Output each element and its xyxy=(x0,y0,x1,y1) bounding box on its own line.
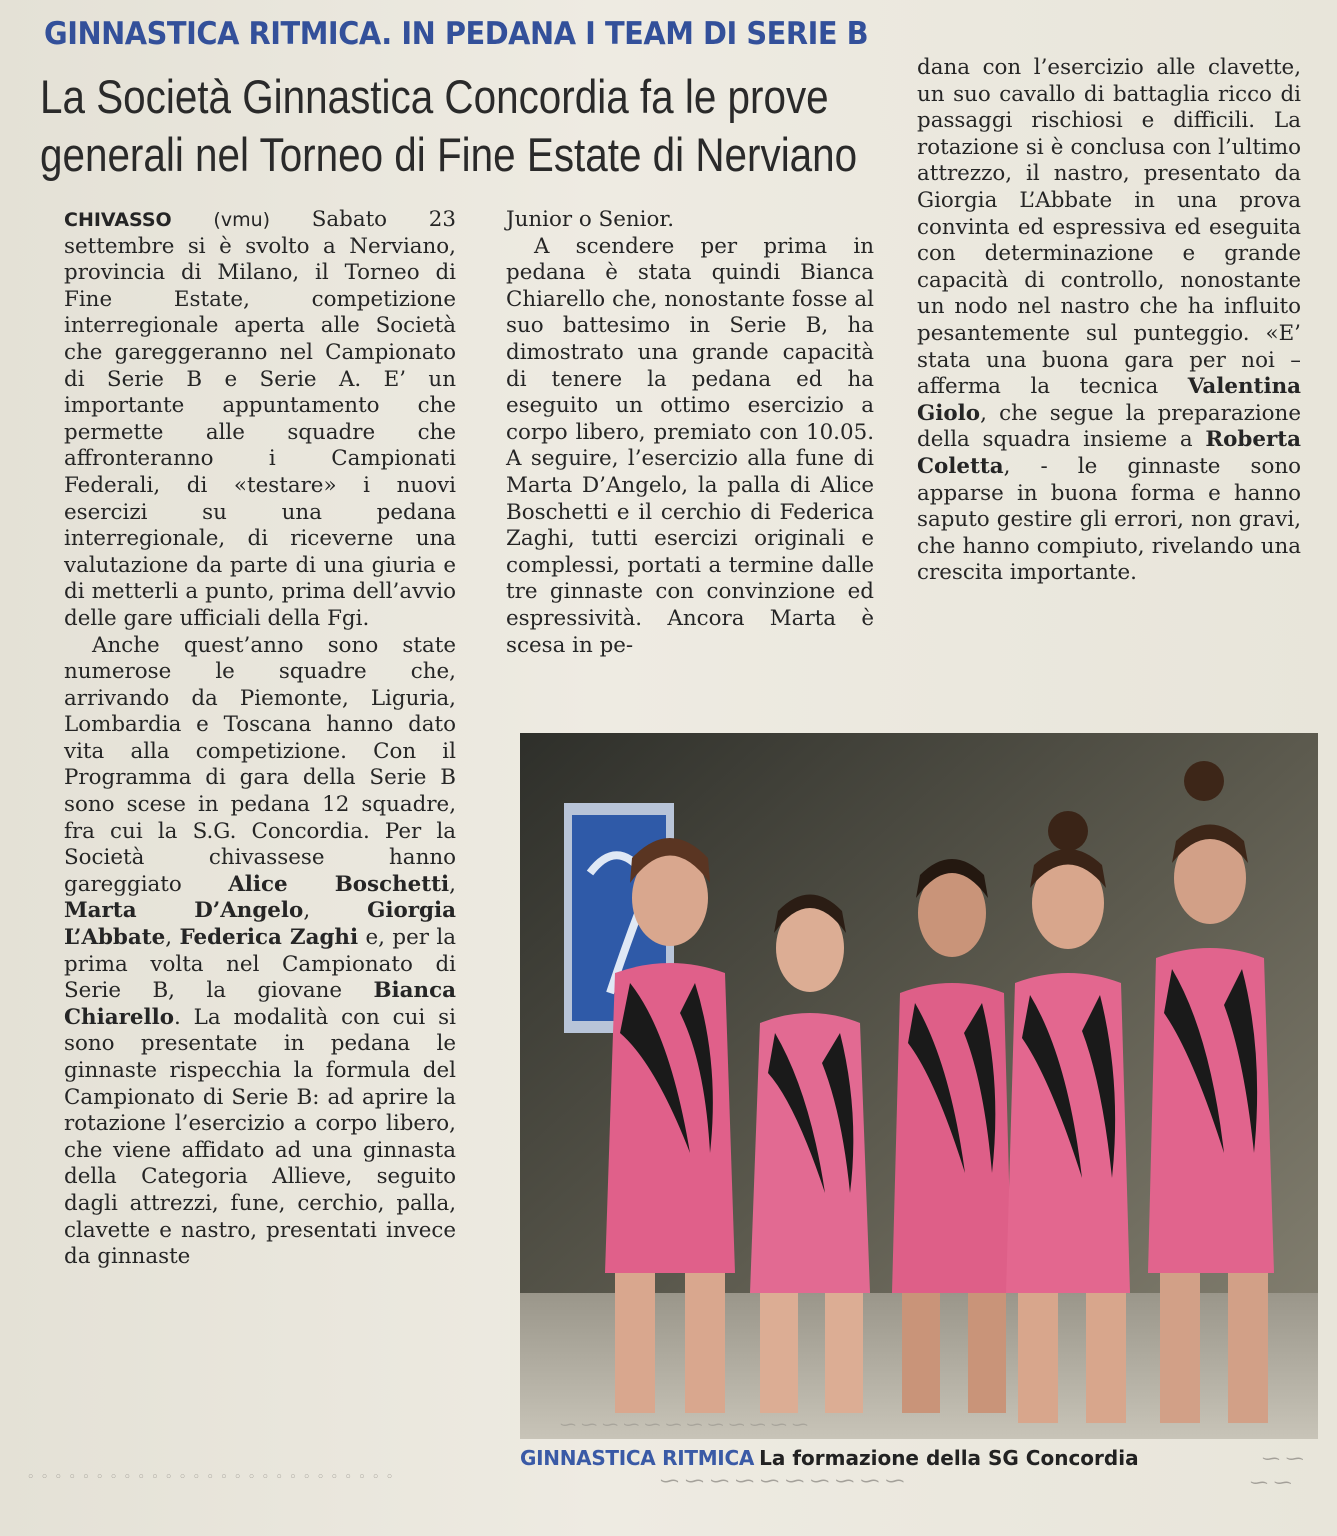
coach-name: Valentina Giolo xyxy=(917,374,1301,426)
bleed-through-text: ◦ ◦ ◦ ◦ ◦ ◦ ◦ ◦ ◦ ◦ ◦ ◦ ◦ ◦ ◦ ◦ ◦ ◦ ◦ ◦ ◦ ◦ ◦ ◦ ◦ ◦ ◦ xyxy=(26,1470,394,1485)
gymnast-name: Alice Boschetti xyxy=(228,871,450,897)
paragraph-2-text-a: Anche quest’anno sono state numerose le squadre che, arrivando da Piemonte, Liguria, Lombardia e Toscana hanno dato vita alla competizione. Con il Programma di gara della Serie B sono scese in pedana 12 squadre, fra cui la S.G. Concordia. Per la Società chivassese hanno gareggiato xyxy=(64,632,456,897)
paragraph-3-text-a: dana con l’esercizio alle clavette, un suo cavallo di battaglia ricco di passaggi rischiosi e difficili. La rotazione si è conclusa con l’ultimo attrezzo, il nastro, presentato da Giorgia L’Abbate in una prova convinta ed espressiva ed eseguita con determinazione e grande capacità di controllo, nonostante un nodo nel nastro che ha influito pesantemente sul punteggio. «E’ stata una buona gara per noi – afferma la tecnica xyxy=(917,55,1301,400)
coach-name: Roberta Coletta xyxy=(917,427,1301,479)
headline-line-2: generali nel Torneo di Fine Estate di Nerviano xyxy=(40,128,858,181)
paragraph-1-text: Sabato 23 settembre si è svolto a Nerviano, provincia di Milano, il Torneo di Fine Estate, competizione interregionale aperta alle Società che gareggeranno nel Campionato di Serie B e Serie A. E’ un importante appuntamento che permette alle squadre che affronteranno i Campionati Federali, di «testare» i nuovi esercizi su una pedana interregionale, di riceverne una valutazione da parte di una giuria e di metterli a punto, prima dell’avvio delle gare ufficiali della Fgi. xyxy=(64,207,456,631)
column-2-lead: Junior o Senior. xyxy=(506,207,675,232)
team-photo xyxy=(520,733,1318,1439)
bleed-through-text: ⁓ ⁓ ⁓ ⁓ ⁓ ⁓ ⁓ ⁓ ⁓ ⁓ ⁓ ⁓ xyxy=(560,1415,808,1434)
team-photo-illustration xyxy=(520,733,1318,1439)
gymnast-name: Federica Zaghi xyxy=(179,925,359,951)
paragraph-3-cont xyxy=(917,55,1301,587)
paragraph-2-text-b: e, per la prima volta nel Campionato di Serie B, la giovane xyxy=(64,925,456,1004)
caption-text: La formazione della SG Concordia xyxy=(759,1446,1139,1470)
paragraph-2: Anche quest’anno sono state numerose le squadre che, arrivando da Piemonte, Liguria, Lombardia e Toscana hanno dato vita alla competizione. Con il Programma di gara della Serie B sono scese in pedana 12 squadre, fra cui la S.G. Concordia. Per la Società chivassese hanno gareggiato Alice Boschetti, Marta D’Angelo, Giorgia L’Abbate, Federica Zaghi e, per la prima volta nel Campionato di Serie B, la giovane Bianca Chiarello. La modalità con cui si sono presentate in pedana le ginnaste rispecchia la formula del Campionato di Serie B: ad aprire la rotazione l’esercizio a corpo libero, che viene affidato ad una ginnasta della Categoria Allieve, seguito dagli attrezzi, fune, cerchio, palla, clavette e nastro, presentati invece da ginnaste xyxy=(64,632,456,1270)
article-column-1 xyxy=(64,207,456,1271)
paragraph-3-text-b: , che segue la preparazione della squadra insieme a xyxy=(917,400,1301,453)
section-kicker: GINNASTICA RITMICA. IN PEDANA I TEAM DI SERIE B xyxy=(44,16,869,52)
bleed-through-text: ⁓ ⁓ xyxy=(1262,1448,1304,1469)
byline: (vmu) xyxy=(213,209,271,231)
gymnast-name: Marta D’Angelo xyxy=(64,898,304,924)
paragraph-3: A scendere per prima in pedana è stata quindi Bianca Chiarello che, nonostante fosse al suo battesimo in Serie B, ha dimostrato una grande capacità di tenere la pedana ed ha eseguito un ottimo esercizio a corpo libero, premiato con 10.05. A seguire, l’esercizio alla fune di Marta D’Angelo, la palla di Alice Boschetti e il cerchio di Federica Zaghi, tutti esercizi originali e complessi, portati a termine dalle tre ginnaste con convinzione ed espressività. Ancora Marta è scesa in pe- xyxy=(506,233,874,658)
bleed-through-text: ⁓ ⁓ xyxy=(1250,1472,1292,1493)
dateline-place: CHIVASSO xyxy=(64,209,172,231)
gymnast-name: Giorgia L’Abbate xyxy=(64,898,456,951)
headline-line-1: La Società Ginnastica Concordia fa le prove xyxy=(40,70,829,123)
paragraph-3-text-c: , - le ginnaste sono apparse in buona forma e hanno saputo gestire gli errori, non gravi, che hanno compiuto, rivelando una crescita importante. xyxy=(917,453,1301,586)
article-headline xyxy=(40,68,858,184)
gymnast-name: Bianca Chiarello xyxy=(64,978,456,1030)
article-column-3 xyxy=(917,55,1301,587)
article-column-2 xyxy=(506,207,874,659)
paragraph-2-text-c: . La modalità con cui si sono presentate in pedana le ginnaste rispecchia la formula del Campionato di Serie B: ad aprire la rotazione l’esercizio a corpo libero, che viene affidato ad una ginnasta della Categoria Allieve, seguito dagli attrezzi, fune, cerchio, palla, clavette e nastro, presentati invece da ginnaste xyxy=(64,1004,456,1270)
photo-caption xyxy=(520,1446,1139,1470)
bleed-through-text: ⁓ ⁓ ⁓ ⁓ ⁓ ⁓ ⁓ ⁓ ⁓ ⁓ xyxy=(660,1470,905,1492)
caption-kicker: GINNASTICA RITMICA xyxy=(520,1446,755,1470)
paragraph-1 xyxy=(64,207,456,633)
